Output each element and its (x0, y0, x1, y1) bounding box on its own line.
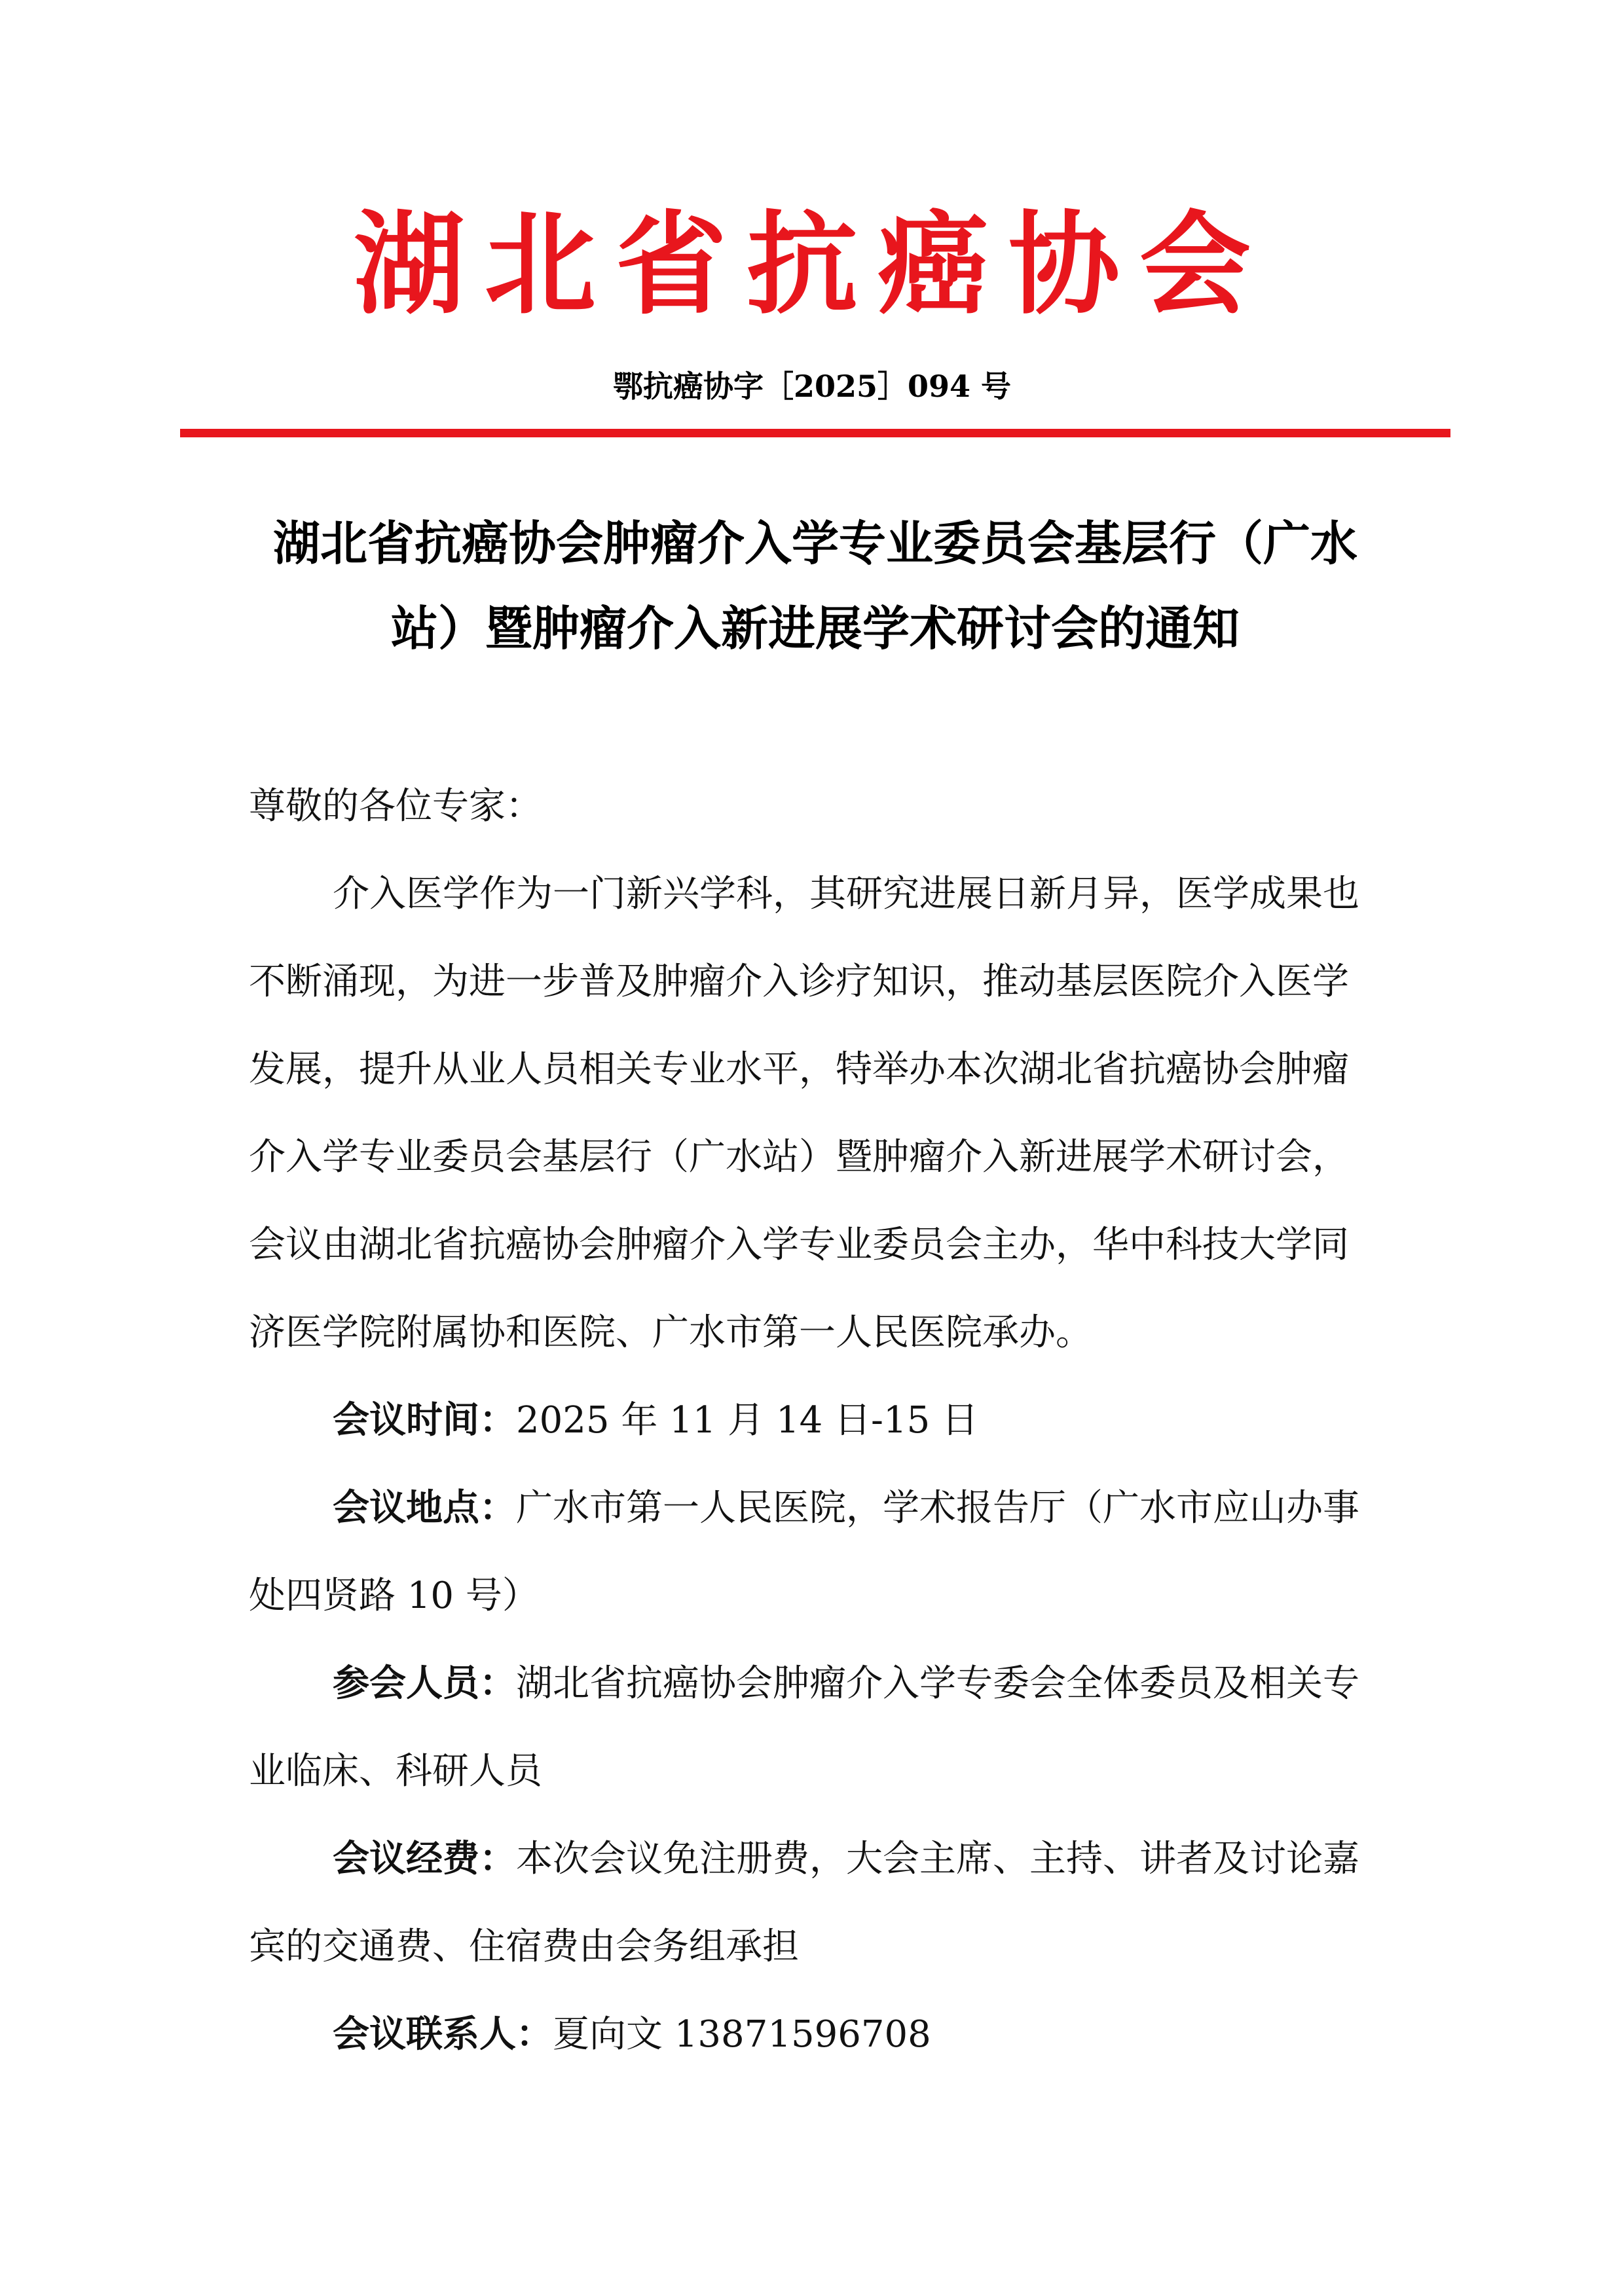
notice-title: 湖北省抗癌协会肿瘤介入学专业委员会基层行（广水站）暨肿瘤介入新进展学术研讨会的通知 (272, 516, 1357, 656)
org-letterhead-title: 湖北省抗癌协会 (353, 200, 1270, 330)
meeting-fees-label: 会议经费： (333, 1838, 516, 1880)
intro-paragraph: 介入医学作为一门新兴学科，其研究进展日新月异，医学成果也不断涌现，为进一步普及肿瘤介入诊疗知识，推动基层医院介入医学发展，提升从业人员相关专业水平，特举办本次湖北省抗癌协会肿瘤介入学专业委员会基层行（广水站）暨肿瘤介入新进展学术研讨会，会议由湖北省抗癌协会肿瘤介入学专业委员会主办，华中科技大学同济医学院附属协和医院、广水市第一人民医院承办。 (249, 873, 1359, 1354)
document-number: 鄂抗癌协字［2025］094 号 (612, 369, 1012, 404)
meeting-contact (249, 1991, 1385, 2079)
salutation: 尊敬的各位专家： (249, 785, 542, 828)
meeting-place-label: 会议地点： (333, 1487, 516, 1529)
meeting-fees-value: 本次会议免注册费，大会主席、主持、讲者及讨论嘉宾的交通费、住宿费由会务组承担 (249, 1838, 1359, 1968)
meeting-attendees (249, 1640, 1385, 1815)
meeting-place-value: 广水市第一人民医院，学术报告厅（广水市应山办事处四贤路 10 号） (249, 1487, 1359, 1617)
meeting-fees (249, 1815, 1385, 1991)
meeting-place (249, 1465, 1385, 1640)
letterhead-divider (180, 429, 1450, 437)
notice-body (249, 763, 1385, 2079)
meeting-attendees-label: 参会人员： (333, 1662, 516, 1705)
meeting-time (249, 1377, 1385, 1465)
meeting-time-label: 会议时间： (333, 1399, 516, 1442)
meeting-contact-value: 夏向文 13871596708 (553, 2013, 931, 2056)
meeting-contact-label: 会议联系人： (333, 2013, 553, 2056)
meeting-time-value: 2025 年 11 月 14 日-15 日 (516, 1399, 979, 1442)
meeting-attendees-value: 湖北省抗癌协会肿瘤介入学专委会全体委员及相关专业临床、科研人员 (249, 1662, 1359, 1793)
